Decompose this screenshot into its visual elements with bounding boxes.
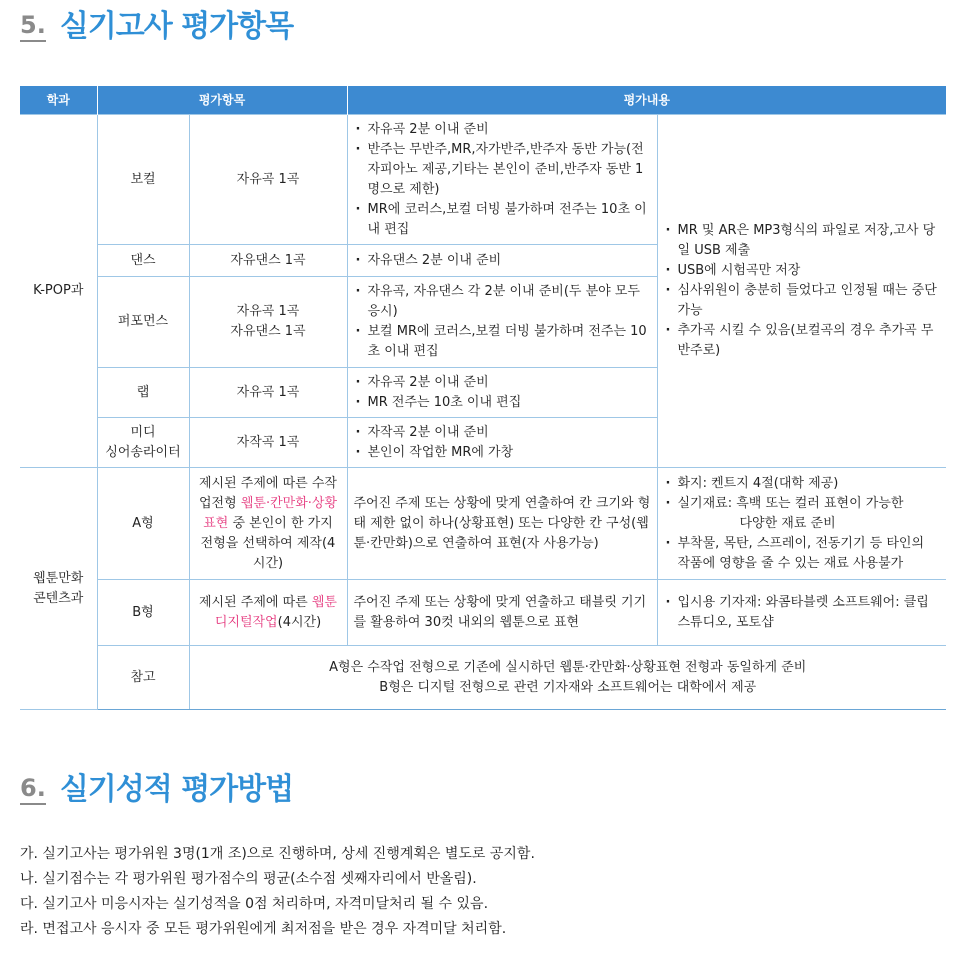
table-row: [20, 646, 946, 710]
section-5-heading: [20, 9, 294, 44]
table-header-row: [20, 86, 946, 115]
content-midi: [347, 418, 657, 468]
field-vocal: 보컬: [97, 115, 189, 245]
materials-type-a: [657, 468, 946, 580]
list-item: · 자유댄스 2분 이내 준비: [354, 251, 651, 271]
list-item: 가. 실기고사는 평가위원 3명(1개 조)으로 진행하며, 상세 진행계획은 별도로 공지함.: [20, 846, 535, 862]
item-line: 자유곡 1곡: [236, 304, 300, 319]
list-item: · 본인이 작업한 MR에 가창: [354, 443, 651, 463]
item-type-b: [189, 580, 347, 646]
note-content: [189, 646, 946, 710]
dept-webtoon: [20, 468, 97, 710]
item-text: (4시간): [277, 614, 322, 630]
list-item: 나. 실기점수는 각 평가위원 평가점수의 평균(소수점 셋째자리에서 반올림).: [20, 871, 477, 887]
item-highlight: 웹툰·칸만화·상황표현: [203, 495, 337, 531]
content-rap: [347, 368, 657, 418]
content-performance: [347, 277, 657, 368]
table-row: [20, 580, 946, 646]
list-item: 라. 면접고사 응시자 중 모든 평가위원에게 최저점을 받은 경우 자격미달 처리함.: [20, 921, 507, 937]
dept-line: 콘텐츠과: [33, 590, 84, 606]
list-item: · MR 전주는 10초 이내 편집: [354, 393, 651, 413]
list-item: · 심사위원이 충분히 들었다고 인정될 때는 중단 가능: [664, 281, 941, 321]
item-type-a: [189, 468, 347, 580]
note-line: B형은 디지털 전형으로 관련 기자재와 소프트웨어는 대학에서 제공: [379, 679, 757, 695]
field-line: 미디: [130, 424, 156, 440]
item-vocal: 자유곡 1곡: [189, 115, 347, 245]
list-item: · 입시용 기자재: 와콤타블렛 소프트웨어: 클립스튜디오, 포토샵: [664, 593, 941, 633]
list-item: · 자작곡 2분 이내 준비: [354, 423, 651, 443]
content-dance: [347, 245, 657, 277]
materials-type-b: [657, 580, 946, 646]
field-rap: 랩: [97, 368, 189, 418]
list-item: 다. 실기고사 미응시자는 실기성적을 0점 처리하며, 자격미달처리 될 수 있음.: [20, 896, 489, 912]
table-row: [20, 115, 946, 245]
content-type-a: 주어진 주제 또는 상황에 맞게 연출하여 칸 크기와 형태 제한 없이 하나(상황표현) 또는 다양한 칸 구성(웹툰·칸만화)으로 연출하여 표현(자 사용가능): [347, 468, 657, 580]
evaluation-method-list: [20, 842, 535, 942]
field-performance: 퍼포먼스: [97, 277, 189, 368]
header-dept: 학과: [20, 86, 97, 115]
header-item: 평가항목: [97, 86, 347, 115]
item-line: 자유댄스 1곡: [230, 324, 306, 339]
field-note: 참고: [97, 646, 189, 710]
list-item: · 자유곡, 자유댄스 각 2분 이내 준비(두 분야 모두 응시): [354, 282, 651, 322]
item-text: 제시된 주제에 따른 수작업전형: [199, 475, 337, 511]
note-line: A형은 수작업 전형으로 기존에 실시하던 웹툰·칸만화·상황표현 전형과 동일하게 준비: [329, 659, 807, 675]
list-item: · USB에 시험곡만 저장: [664, 261, 941, 281]
field-midi: [97, 418, 189, 468]
item-dance: 자유댄스 1곡: [189, 245, 347, 277]
list-item: [664, 494, 941, 534]
section-number: 6.: [20, 776, 46, 805]
item-text: 중 본인이 한 가지 전형을 선택하여 제작(4시간): [200, 515, 336, 571]
section-title: 실기성적 평가방법: [59, 772, 294, 807]
list-item: · 자유곡 2분 이내 준비: [354, 373, 651, 393]
list-item: · MR 및 AR은 MP3형식의 파일로 저장,고사 당일 USB 제출: [664, 221, 941, 261]
item-highlight: 웹툰디지털작업: [214, 594, 337, 630]
content-type-b: 주어진 주제 또는 상황에 맞게 연출하고 태블릿 기기를 활용하여 30컷 내외의 웹툰으로 표현: [347, 580, 657, 646]
list-item-continuation: 다양한 재료 준비: [739, 515, 836, 531]
header-content: 평가내용: [347, 86, 946, 115]
field-type-b: B형: [97, 580, 189, 646]
evaluation-table: [20, 86, 946, 710]
item-performance: [189, 277, 347, 368]
item-rap: 자유곡 1곡: [189, 368, 347, 418]
list-item: · 반주는 무반주,MR,자가반주,반주자 동반 가능(전자피아노 제공,기타는 본인이 준비,반주자 동반 1명으로 제한): [354, 140, 651, 200]
list-item: · 추가곡 시킬 수 있음(보컬곡의 경우 추가곡 무반주로): [664, 321, 941, 361]
list-item: · 자유곡 2분 이내 준비: [354, 120, 651, 140]
list-item: · MR에 코러스,보컬 더빙 불가하며 전주는 10초 이내 편집: [354, 200, 651, 240]
field-type-a: A형: [97, 468, 189, 580]
item-midi: 자작곡 1곡: [189, 418, 347, 468]
content-vocal: [347, 115, 657, 245]
list-item: · 보컬 MR에 코러스,보컬 더빙 불가하며 전주는 10초 이내 편집: [354, 322, 651, 362]
list-item-text: 실기재료: 흑백 또는 컬러 표현이 가능한: [677, 495, 904, 511]
kpop-common-notes: [657, 115, 946, 468]
field-line: 싱어송라이터: [105, 444, 181, 460]
item-text: 제시된 주제에 따른: [199, 594, 308, 610]
dept-kpop: K-POP과: [20, 115, 97, 468]
list-item: · 화지: 켄트지 4절(대학 제공): [664, 474, 941, 494]
list-item: · 부착물, 목탄, 스프레이, 전동기기 등 타인의 작품에 영향을 줄 수 있는 재료 사용불가: [664, 534, 941, 574]
section-6-heading: [20, 772, 294, 807]
field-dance: 댄스: [97, 245, 189, 277]
dept-line: 웹툰만화: [33, 570, 84, 586]
table-row: [20, 468, 946, 580]
section-title: 실기고사 평가항목: [59, 9, 294, 44]
section-number: 5.: [20, 13, 46, 42]
